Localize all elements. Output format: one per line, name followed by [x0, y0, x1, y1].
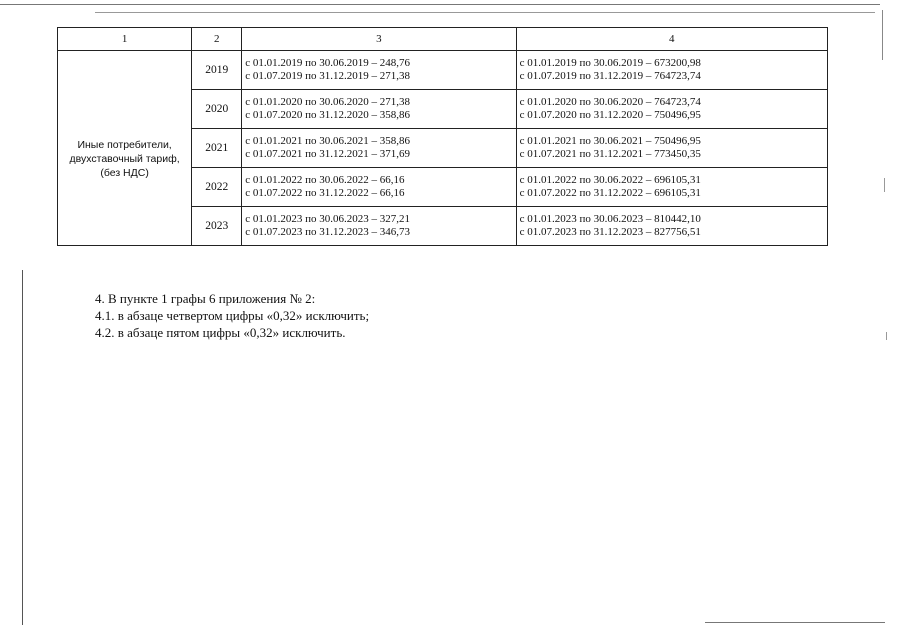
scan-mark	[886, 332, 887, 340]
category-line: (без НДС)	[100, 167, 149, 179]
amendment-text	[95, 290, 369, 341]
consumer-category-cell	[58, 51, 192, 246]
column-header: 3	[242, 28, 516, 51]
rate-period: с 01.07.2022 по 31.12.2022 – 696105,31	[519, 187, 701, 199]
scan-edge-line	[882, 10, 883, 60]
scan-edge-line	[0, 4, 880, 5]
rate-cell	[516, 207, 827, 246]
scan-edge-line	[705, 622, 885, 623]
rate-cell	[242, 51, 516, 90]
rate-period: с 01.01.2021 по 30.06.2021 – 750496,95	[519, 135, 701, 147]
year-cell: 2022	[192, 168, 242, 207]
rate-cell	[242, 207, 516, 246]
rate-period: с 01.01.2023 по 30.06.2023 – 327,21	[245, 213, 411, 225]
rate-period: с 01.07.2022 по 31.12.2022 – 66,16	[245, 187, 405, 199]
rate-cell	[242, 168, 516, 207]
amendment-paragraph: 4. В пункте 1 графы 6 приложения № 2:	[95, 291, 316, 306]
column-header: 4	[516, 28, 827, 51]
amendment-paragraph: 4.2. в абзаце пятом цифры «0,32» исключить.	[95, 325, 346, 340]
rate-cell	[516, 168, 827, 207]
year-cell: 2019	[192, 51, 242, 90]
rate-period: с 01.01.2020 по 30.06.2020 – 271,38	[245, 96, 411, 108]
scan-edge-line	[95, 12, 875, 13]
rate-period: с 01.01.2023 по 30.06.2023 – 810442,10	[519, 213, 701, 225]
rate-period: с 01.07.2020 по 31.12.2020 – 750496,95	[519, 109, 701, 121]
table-header-row	[58, 28, 828, 51]
column-header: 1	[58, 28, 192, 51]
year-cell: 2021	[192, 129, 242, 168]
rate-cell	[516, 51, 827, 90]
tariff-table	[57, 27, 828, 246]
rate-period: с 01.01.2019 по 30.06.2019 – 248,76	[245, 57, 411, 69]
rate-cell	[242, 90, 516, 129]
category-line: Иные потребители,	[77, 139, 172, 151]
rate-period: с 01.07.2020 по 31.12.2020 – 358,86	[245, 109, 411, 121]
rate-cell	[242, 129, 516, 168]
rate-period: с 01.01.2019 по 30.06.2019 – 673200,98	[519, 57, 701, 69]
column-header: 2	[192, 28, 242, 51]
rate-period: с 01.07.2021 по 31.12.2021 – 773450,35	[519, 148, 701, 160]
category-line: двухставочный тариф,	[69, 153, 180, 165]
year-cell: 2020	[192, 90, 242, 129]
rate-period: с 01.07.2021 по 31.12.2021 – 371,69	[245, 148, 411, 160]
rate-period: с 01.01.2022 по 30.06.2022 – 66,16	[245, 174, 405, 186]
rate-cell	[516, 90, 827, 129]
year-cell: 2023	[192, 207, 242, 246]
rate-period: с 01.01.2021 по 30.06.2021 – 358,86	[245, 135, 411, 147]
rate-period: с 01.07.2023 по 31.12.2023 – 346,73	[245, 226, 411, 238]
rate-period: с 01.07.2019 по 31.12.2019 – 764723,74	[519, 70, 701, 82]
rate-period: с 01.07.2023 по 31.12.2023 – 827756,51	[519, 226, 701, 238]
rate-period: с 01.01.2022 по 30.06.2022 – 696105,31	[519, 174, 701, 186]
rate-period: с 01.07.2019 по 31.12.2019 – 271,38	[245, 70, 411, 82]
amendment-paragraph: 4.1. в абзаце четвертом цифры «0,32» исключить;	[95, 308, 370, 323]
rate-cell	[516, 129, 827, 168]
table-row	[58, 51, 828, 90]
scan-mark	[884, 178, 885, 192]
scan-edge-line	[22, 270, 23, 625]
rate-period: с 01.01.2020 по 30.06.2020 – 764723,74	[519, 96, 701, 108]
